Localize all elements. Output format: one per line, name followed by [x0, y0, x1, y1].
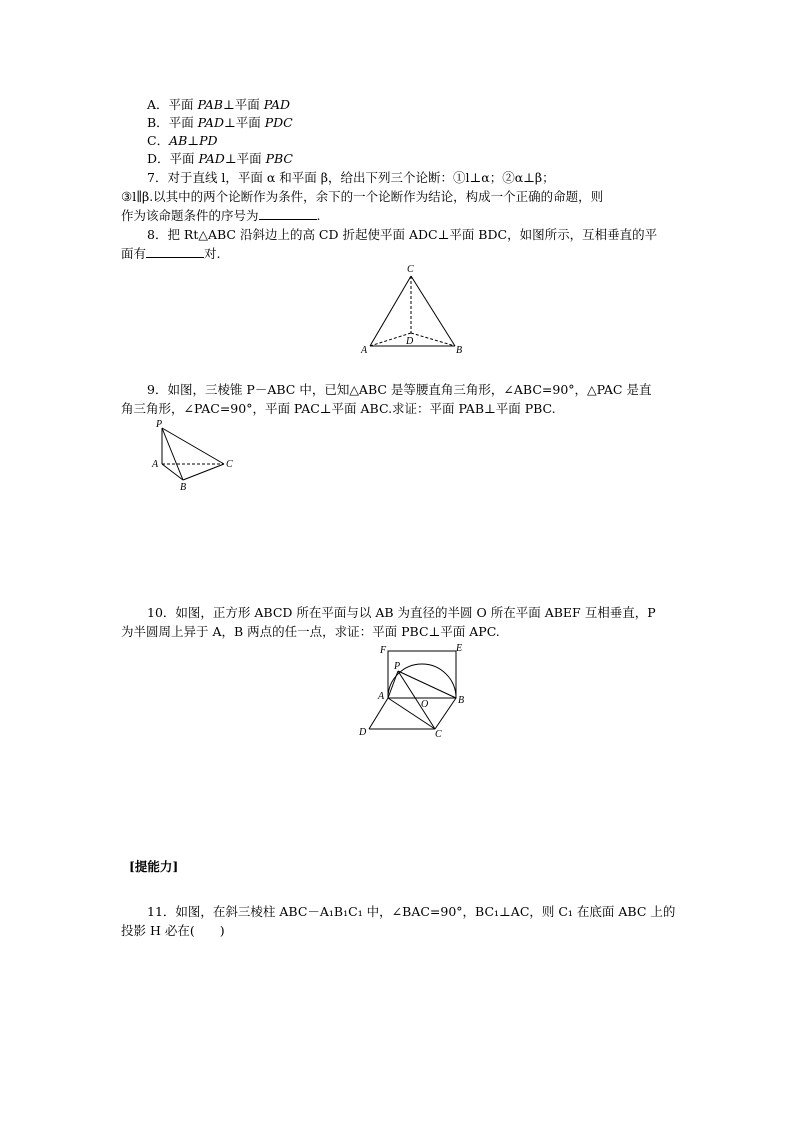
label-d: D [359, 727, 367, 738]
label-d: D [406, 336, 414, 347]
figure-8 [355, 262, 465, 362]
section-heading: [提能力] [129, 859, 179, 874]
q7-line1: 7．对于直线 l，平面 α 和平面 β，给出下列三个论断：①l⊥α；②α⊥β； [147, 170, 555, 185]
q9-line1: 9．如图，三棱锥 P－ABC 中，已知△ABC 是等腰直角三角形，∠ABC=90°，△PAC 是直 [147, 382, 652, 397]
figure-10 [355, 643, 475, 743]
square-abef [388, 651, 456, 698]
label-b: B [458, 695, 465, 706]
edge-cb [435, 698, 456, 729]
label-c: C [226, 459, 233, 470]
label-b: B [456, 345, 463, 356]
label-f: F [380, 645, 387, 656]
edge-cb [411, 276, 455, 346]
label-a: A [152, 459, 159, 470]
q7-line2: ③l∥β.以其中的两个论断作为条件，余下的一个论断作为结论，构成一个正确的命题，则 [121, 189, 604, 204]
option-d: D．平面 PAD⊥平面 PBC [147, 151, 293, 166]
label-c: C [435, 729, 442, 740]
label-b: B [180, 482, 187, 493]
q11-line2: 投影 H 必在( ) [121, 923, 225, 938]
label-o: O [421, 699, 429, 710]
option-c: C．AB⊥PD [147, 133, 218, 148]
q8-line1: 8．把 Rt△ABC 沿斜边上的高 CD 折起使平面 ADC⊥平面 BDC，如图所示，互相垂直的平 [147, 227, 658, 242]
edge-pa [388, 671, 398, 698]
edge-ca [370, 276, 411, 346]
q10-line1: 10．如图，正方形 ABCD 所在平面与以 AB 为直径的半圆 O 所在平面 ABEF 互相垂直，P [147, 605, 656, 620]
option-b: B．平面 PAD⊥平面 PDC [147, 115, 293, 130]
label-p: P [394, 661, 401, 672]
option-a: A．平面 PAB⊥平面 PAD [147, 97, 291, 112]
edge-bc [183, 464, 224, 480]
label-a: A [361, 345, 368, 356]
edge-pc [162, 428, 224, 464]
label-a: A [378, 691, 385, 702]
label-e: E [456, 643, 463, 654]
q10-line2: 为半圆周上异于 A，B 两点的任一点，求证：平面 PBC⊥平面 APC. [121, 624, 500, 639]
figure-9 [150, 418, 240, 496]
q7-line3: 作为该命题条件的序号为 . [121, 208, 321, 223]
q8-answer-blank [146, 245, 204, 258]
label-c: C [407, 264, 414, 275]
q7-answer-blank [259, 207, 317, 220]
q9-line2: 角三角形，∠PAC=90°，平面 PAC⊥平面 ABC.求证：平面 PAB⊥平面 PBC. [121, 401, 556, 416]
q11-line1: 11．如图，在斜三棱柱 ABC－A₁B₁C₁ 中，∠BAC=90°，BC₁⊥AC，则 C₁ 在底面 ABC 上的 [147, 904, 676, 919]
q8-line2: 面有 对. [121, 246, 221, 261]
edge-ad [369, 698, 388, 729]
label-p: P [156, 419, 163, 430]
